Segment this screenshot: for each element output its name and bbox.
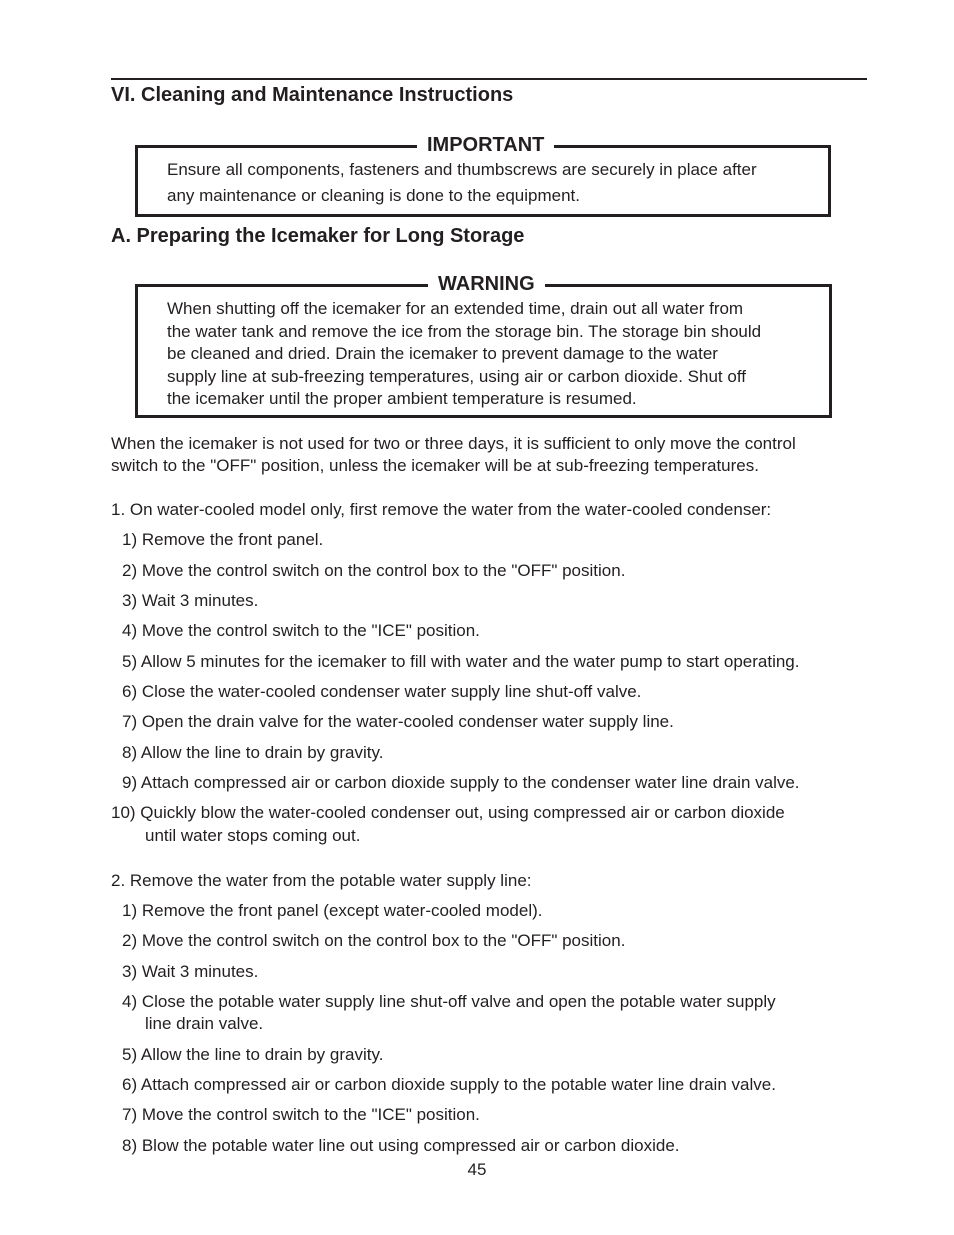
step2-item: 6) Attach compressed air or carbon dioxide supply to the potable water line drain valve. bbox=[122, 1075, 776, 1094]
step1-item: 8) Allow the line to drain by gravity. bbox=[122, 743, 384, 762]
warning-line: When shutting off the icemaker for an extended time, drain out all water from bbox=[167, 299, 744, 318]
step2-item: 8) Blow the potable water line out using compressed air or carbon dioxide. bbox=[122, 1136, 680, 1155]
important-line: any maintenance or cleaning is done to the equipment. bbox=[167, 186, 580, 205]
important-text bbox=[167, 157, 820, 209]
intro-line: When the icemaker is not used for two or three days, it is sufficient to only move the control bbox=[111, 434, 796, 453]
step2-heading: 2. Remove the water from the potable water supply line: bbox=[111, 871, 532, 890]
warning-line: supply line at sub-freezing temperatures, using air or carbon dioxide. Shut off bbox=[167, 366, 746, 386]
warning-title: WARNING bbox=[428, 272, 545, 296]
warning-text bbox=[167, 298, 821, 411]
step1-item: 9) Attach compressed air or carbon dioxide supply to the condenser water line drain valve. bbox=[122, 773, 800, 792]
step2-item: 1) Remove the front panel (except water-cooled model). bbox=[122, 901, 543, 920]
important-line: Ensure all components, fasteners and thumbscrews are securely in place after bbox=[167, 160, 757, 179]
step1-item: 6) Close the water-cooled condenser water supply line shut-off valve. bbox=[122, 682, 642, 701]
step1-item: 4) Move the control switch to the "ICE" position. bbox=[122, 621, 480, 640]
step1-item: 2) Move the control switch on the control box to the "OFF" position. bbox=[122, 561, 626, 580]
section-title: VI. Cleaning and Maintenance Instructions bbox=[111, 84, 514, 106]
intro-paragraph bbox=[111, 433, 871, 477]
top-rule bbox=[111, 78, 867, 80]
step2-item: 5) Allow the line to drain by gravity. bbox=[122, 1045, 384, 1064]
important-title: IMPORTANT bbox=[417, 133, 554, 157]
important-notice bbox=[135, 134, 831, 217]
intro-line: switch to the "OFF" position, unless the icemaker will be at sub-freezing temperatures. bbox=[111, 456, 759, 475]
step1-item: 10) Quickly blow the water-cooled condenser out, using compressed air or carbon dioxide bbox=[111, 803, 785, 822]
warning-line: the water tank and remove the ice from the storage bin. The storage bin should bbox=[167, 321, 762, 341]
step2-item: 7) Move the control switch to the "ICE" position. bbox=[122, 1105, 480, 1124]
step1-item-continuation: until water stops coming out. bbox=[145, 826, 361, 845]
warning-line: the icemaker until the proper ambient temperature is resumed. bbox=[167, 389, 637, 408]
subsection-title: A. Preparing the Icemaker for Long Storage bbox=[111, 225, 525, 247]
step1-item: 1) Remove the front panel. bbox=[122, 530, 324, 549]
step2-item-continuation: line drain valve. bbox=[145, 1014, 264, 1033]
step2-item: 4) Close the potable water supply line shut-off valve and open the potable water supply bbox=[122, 992, 776, 1011]
step1-heading: 1. On water-cooled model only, first remove the water from the water-cooled condenser: bbox=[111, 500, 772, 519]
step2-item: 3) Wait 3 minutes. bbox=[122, 962, 259, 981]
step1-item: 3) Wait 3 minutes. bbox=[122, 591, 259, 610]
warning-line: be cleaned and dried. Drain the icemaker to prevent damage to the water bbox=[167, 344, 718, 363]
page-number: 45 bbox=[467, 1160, 487, 1179]
warning-notice bbox=[135, 273, 832, 418]
step2-item: 2) Move the control switch on the control box to the "OFF" position. bbox=[122, 931, 626, 950]
step1-item: 5) Allow 5 minutes for the icemaker to fill with water and the water pump to start operating. bbox=[122, 652, 800, 671]
step1-item: 7) Open the drain valve for the water-cooled condenser water supply line. bbox=[122, 712, 674, 731]
